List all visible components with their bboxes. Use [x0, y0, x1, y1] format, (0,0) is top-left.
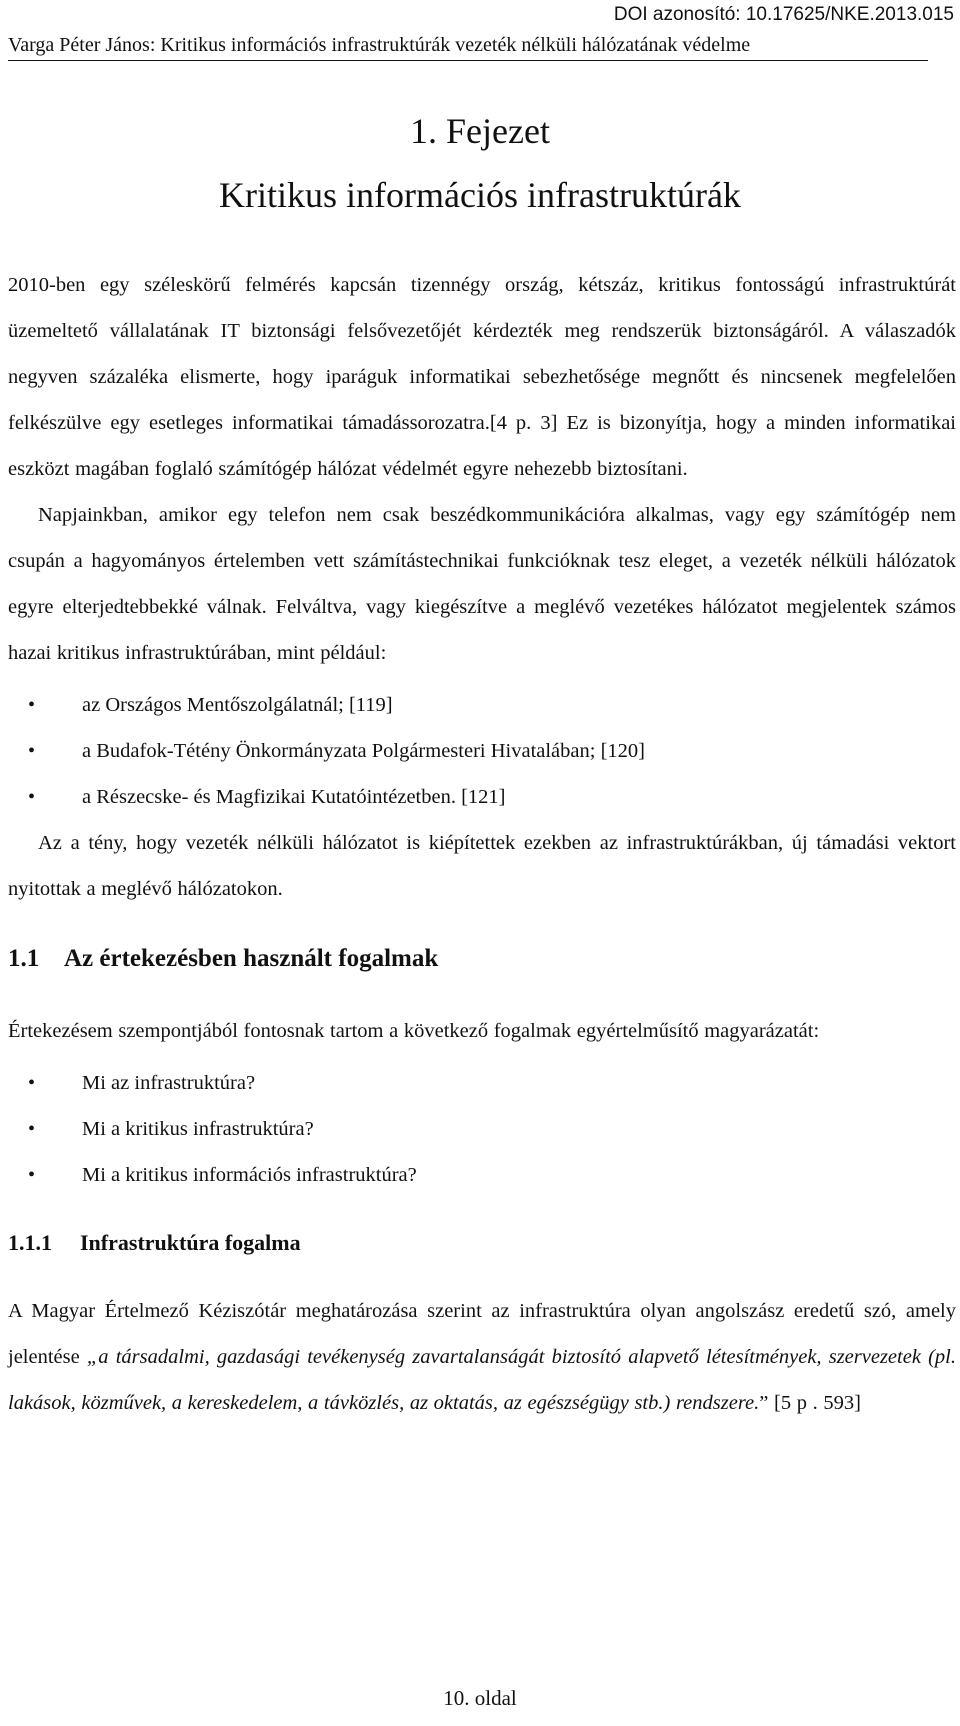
paragraph-wireless: Napjainkban, amikor egy telefon nem csak beszédkommunikációra alkalmas, vagy egy számítógép nem csupán a hagyományos értelemben vett számítástechnikai funkcióknak tesz eleget, a vezeték nélküli hálózatok egyre elterjedtebbekké válnak. Felváltva, vagy kiegészítve a meglévő vezetékes hálózatot megjelentek számos hazai kritikus infrastruktúrában, mint például: — [8, 504, 956, 664]
infrastructure-list — [8, 682, 956, 820]
subsection-heading — [8, 1220, 956, 1266]
bullet-icon: • — [28, 1164, 36, 1186]
paragraph-attack-vector: Az a tény, hogy vezeték nélküli hálózatot is kiépítettek ezekben az infrastruktúrákban, új támadási vektort nyitottak a meglévő hálózatokon. — [8, 832, 956, 900]
definition-quote: „a társadalmi, gazdasági tevékenység zavartalanságát biztosító alapvető létesítmények, szervezetek (pl. lakások, közművek, a kereskedelem, a távközlés, az oktatás, az egészségügy stb.) rendszere. — [8, 1346, 957, 1414]
chapter-title: Kritikus információs infrastruktúrák — [219, 175, 741, 215]
bullet-icon: • — [28, 694, 36, 716]
section-number: 1.1 — [8, 945, 40, 972]
list-item: • a Részecske- és Magfizikai Kutatóintézetben. [121] — [8, 774, 956, 820]
list-item: • Mi a kritikus információs infrastruktúra? — [8, 1152, 956, 1198]
bullet-icon: • — [28, 1072, 36, 1094]
bullet-icon: • — [28, 786, 36, 808]
list-item: • Mi az infrastruktúra? — [8, 1060, 956, 1106]
questions-list — [8, 1060, 956, 1198]
paragraph-definition: A Magyar Értelmező Kéziszótár meghatározása szerint az infrastruktúra olyan angolszász eredetű szó, amely jelentése „a társadalmi, gazdasági tevékenység zavartalanságát biztosító alapvető létesítmények, szervezetek (pl. lakások, közművek, a kereskedelem, a távközlés, az oktatás, az egészségügy stb.) rendszere.” [5 p . 593] — [8, 1300, 957, 1414]
section-title: Az értekezésben használt fogalmak — [64, 945, 439, 972]
bullet-icon: • — [28, 740, 36, 762]
chapter-number: 1. Fejezet — [410, 111, 550, 151]
subsection-title: Infrastruktúra fogalma — [80, 1230, 301, 1255]
list-item: • a Budafok-Tétény Önkormányzata Polgármesteri Hivatalában; [120] — [8, 728, 956, 774]
doi-identifier: DOI azonosító: 10.17625/NKE.2013.015 — [613, 4, 954, 25]
subsection-number: 1.1.1 — [8, 1230, 52, 1255]
list-item: • az Országos Mentőszolgálatnál; [119] — [8, 682, 956, 728]
paragraph-survey: 2010-ben egy széleskörű felmérés kapcsán tizennégy ország, kétszáz, kritikus fontosságú infrastruktúrát üzemeltető vállalatának IT biztonsági felsővezetőjét kérdezték meg rendszerük biztonságáról. A válaszadók negyven százaléka elismerte, hogy iparáguk informatikai sebezhetősége megnőtt és nincsenek megfelelően felkészülve egy esetleges informatikai támadássorozatra.[4 p. 3] Ez is bizonyítja, hogy a minden informatikai eszközt magában foglaló számítógép hálózat védelmét egyre nehezebb biztosítani. — [8, 274, 956, 480]
page-number: 10. oldal — [443, 1686, 517, 1710]
bullet-icon: • — [28, 1118, 36, 1140]
running-head: Varga Péter János: Kritikus információs infrastruktúrák vezeték nélküli hálózatának védelme — [8, 34, 928, 61]
paragraph-concepts: Értekezésem szempontjából fontosnak tartom a következő fogalmak egyértelműsítő magyarázatát: — [8, 1020, 820, 1042]
list-item: • Mi a kritikus infrastruktúra? — [8, 1106, 956, 1152]
body-text — [8, 262, 956, 1426]
section-heading — [8, 936, 956, 982]
